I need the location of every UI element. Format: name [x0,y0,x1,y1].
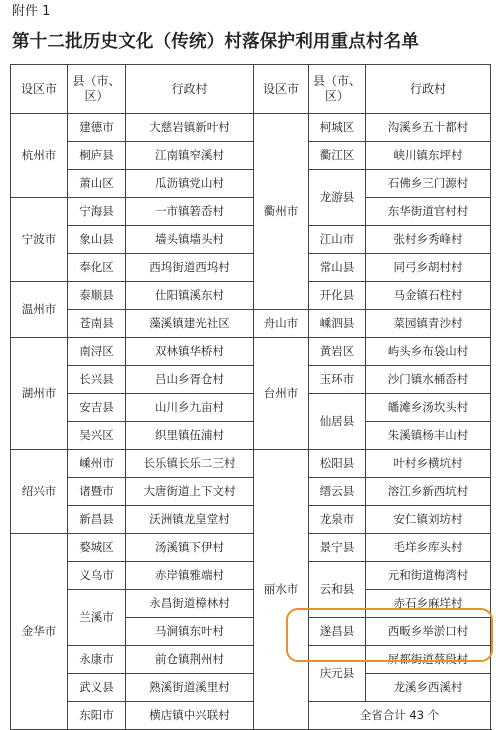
village-cell: 溶江乡新西坑村 [366,478,491,506]
village-cell: 前仓镇荆州村 [126,646,254,674]
city-cell: 台州市 [254,338,309,450]
county-cell: 萧山区 [68,170,126,198]
village-cell: 屿头乡布袋山村 [366,338,491,366]
county-cell: 龙泉市 [309,506,366,534]
county-cell: 南浔区 [68,338,126,366]
county-cell: 武义县 [68,674,126,702]
county-cell: 云和县 [309,562,366,618]
county-cell: 建德市 [68,114,126,142]
table-row [11,450,491,478]
county-cell: 奉化区 [68,254,126,282]
county-cell: 婺城区 [68,534,126,562]
village-cell: 沙门镇水桶岙村 [366,366,491,394]
header-county: 县（市、 区） [309,65,366,114]
village-cell: 菜园镇青沙村 [366,310,491,338]
header-city: 设区市 [254,65,309,114]
table-row [11,702,491,730]
village-cell: 瓜沥镇党山村 [126,170,254,198]
village-cell: 同弓乡胡村村 [366,254,491,282]
village-cell: 龙溪乡西溪村 [366,674,491,702]
village-cell: 横店镇中兴联村 [126,702,254,730]
village-cell: 熟溪街道溪里村 [126,674,254,702]
county-cell: 常山县 [309,254,366,282]
table-row [11,506,491,534]
header-city: 设区市 [11,65,68,114]
table-row [11,562,491,590]
header-county: 县（市、 区） [68,65,126,114]
city-cell: 宁波市 [11,198,68,282]
county-cell: 泰顺县 [68,282,126,310]
village-cell: 永昌街道樟林村 [126,590,254,618]
village-cell: 元和街道梅湾村 [366,562,491,590]
village-cell: 皤滩乡汤坎头村 [366,394,491,422]
county-cell: 诸暨市 [68,478,126,506]
village-cell: 大慈岩镇新叶村 [126,114,254,142]
table-row [11,142,491,170]
city-cell: 舟山市 [254,310,309,338]
village-cell: 沟溪乡五十都村 [366,114,491,142]
village-cell: 双林镇华桥村 [126,338,254,366]
table-row [11,646,491,674]
village-cell: 长乐镇长乐二三村 [126,450,254,478]
village-cell: 山川乡九亩村 [126,394,254,422]
city-cell: 杭州市 [11,114,68,198]
village-cell: 东华街道官村村 [366,198,491,226]
document-title: 第十二批历史文化（传统）村落保护利用重点村名单 [12,32,420,52]
village-cell: 沃洲镇龙皇堂村 [126,506,254,534]
city-cell: 绍兴市 [11,450,68,534]
table-row [11,394,491,422]
village-cell: 马涧镇东叶村 [126,618,254,646]
village-cell: 一市镇箬岙村 [126,198,254,226]
city-cell: 金华市 [11,534,68,730]
county-cell: 衢江区 [309,142,366,170]
village-cell: 赤岸镇雅端村 [126,562,254,590]
village-cell: 石佛乡三门源村 [366,170,491,198]
header-village: 行政村 [126,65,254,114]
village-cell: 汤溪镇下伊村 [126,534,254,562]
county-cell: 长兴县 [68,366,126,394]
table-row [11,226,491,254]
village-cell: 大唐街道上下文村 [126,478,254,506]
county-cell: 江山市 [309,226,366,254]
table-row [11,338,491,366]
village-cell: 西畈乡举淤口村 [366,618,491,646]
county-cell: 义乌市 [68,562,126,590]
city-cell: 温州市 [11,282,68,338]
county-cell: 象山县 [68,226,126,254]
city-cell: 衢州市 [254,114,309,310]
county-cell: 嵊泗县 [309,310,366,338]
county-cell: 苍南县 [68,310,126,338]
county-cell: 景宁县 [309,534,366,562]
village-cell: 毛垟乡库头村 [366,534,491,562]
village-cell: 西坞街道西坞村 [126,254,254,282]
village-cell: 峡川镇东坪村 [366,142,491,170]
county-cell: 庆元县 [309,646,366,702]
county-cell: 松阳县 [309,450,366,478]
county-cell: 安吉县 [68,394,126,422]
county-cell: 兰溪市 [68,590,126,646]
county-cell: 宁海县 [68,198,126,226]
county-cell: 永康市 [68,646,126,674]
village-cell: 张村乡秀峰村 [366,226,491,254]
county-cell: 遂昌县 [309,618,366,646]
village-cell: 织里镇伍浦村 [126,422,254,450]
county-cell: 仙居县 [309,394,366,450]
county-cell: 玉环市 [309,366,366,394]
village-cell: 叶村乡横坑村 [366,450,491,478]
county-cell: 桐庐县 [68,142,126,170]
village-cell: 仕阳镇溪东村 [126,282,254,310]
county-cell: 缙云县 [309,478,366,506]
village-cell: 安仁镇刘坊村 [366,506,491,534]
table-row [11,198,491,226]
table-row [11,170,491,198]
county-cell: 新昌县 [68,506,126,534]
village-cell: 吕山乡胥仓村 [126,366,254,394]
table-row [11,422,491,450]
village-cell: 屏都街道蔡段村 [366,646,491,674]
village-cell: 藻溪镇建光社区 [126,310,254,338]
table-row [11,310,491,338]
table-row [11,114,491,142]
table-row [11,282,491,310]
table-row [11,590,491,618]
county-cell: 嵊州市 [68,450,126,478]
village-cell: 赤石乡麻垟村 [366,590,491,618]
city-cell: 湖州市 [11,338,68,450]
county-cell: 吴兴区 [68,422,126,450]
county-cell: 龙游县 [309,170,366,226]
county-cell: 黄岩区 [309,338,366,366]
table-row [11,674,491,702]
county-cell: 东阳市 [68,702,126,730]
city-cell: 丽水市 [254,450,309,730]
table-row [11,254,491,282]
village-cell: 朱溪镇杨丰山村 [366,422,491,450]
table-row [11,534,491,562]
county-cell: 开化县 [309,282,366,310]
attachment-label: 附件 1 [12,4,51,19]
village-cell: 江南镇窄溪村 [126,142,254,170]
village-list-table [10,64,491,730]
total-cell: 全省合计 43 个 [309,702,491,730]
village-cell: 马金镇石柱村 [366,282,491,310]
table-row [11,366,491,394]
header-village: 行政村 [366,65,491,114]
table-header-row [11,65,491,114]
table-row [11,478,491,506]
county-cell: 柯城区 [309,114,366,142]
village-cell: 墙头镇墙头村 [126,226,254,254]
